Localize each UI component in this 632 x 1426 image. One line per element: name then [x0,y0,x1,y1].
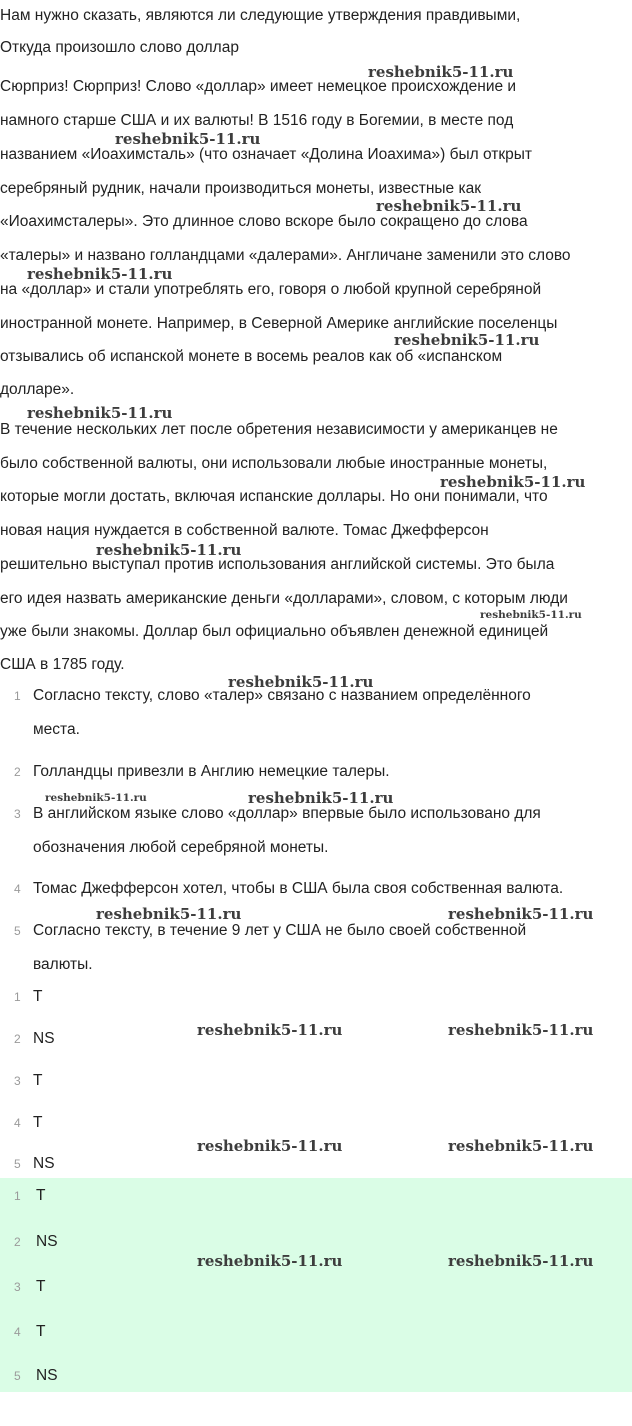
watermark: reshebnik5-11.ru [248,789,394,807]
paragraph-2-line: новая нация нуждается в собственной валюте. Томас Джефферсон [0,522,489,539]
paragraph-1-line: на «доллар» и стали употреблять его, говоря о любой крупной серебряной [0,281,542,298]
statement-text: Томас Джефферсон хотел, чтобы в США была своя собственная валюта. [33,880,564,897]
answer-number: 2 [14,1235,21,1249]
paragraph-1-line: «талеры» и названо голландцами «далерами». Англичане заменили это слово [0,247,571,264]
question-text: Нам нужно сказать, являются ли следующие утверждения правдивыми, [0,7,521,24]
paragraph-1-line: «Иоахимсталеры». Это длинное слово вскоре было сокращено до слова [0,213,528,230]
watermark: reshebnik5-11.ru [376,197,522,215]
watermark: reshebnik5-11.ru [440,473,586,491]
statement-number: 2 [14,765,21,779]
watermark: reshebnik5-11.ru [448,1252,594,1270]
statement-text: обозначения любой серебряной монеты. [33,839,329,856]
statement-text: В английском языке слово «доллар» впервые было использовано для [33,805,541,822]
paragraph-2-line: уже были знакомы. Доллар был официально объявлен денежной единицей [0,623,549,640]
answer-value: NS [36,1233,58,1250]
watermark: reshebnik5-11.ru [197,1021,343,1039]
watermark: reshebnik5-11.ru [96,541,242,559]
paragraph-1-line: иностранной монете. Например, в Северной Америке английские поселенцы [0,315,558,332]
watermark: reshebnik5-11.ru [115,130,261,148]
watermark: reshebnik5-11.ru [197,1252,343,1270]
statement-number: 1 [14,689,21,703]
watermark: reshebnik5-11.ru [45,792,147,804]
statement-text: Согласно тексту, в течение 9 лет у США не было своей собственной [33,922,527,939]
answer-number: 2 [14,1032,21,1046]
answer-value: NS [33,1155,55,1172]
answer-number: 1 [14,990,21,1004]
answer-value: T [36,1278,46,1295]
paragraph-2-line: В течение нескольких лет после обретения независимости у американцев не [0,421,558,438]
watermark: reshebnik5-11.ru [448,905,594,923]
answer-value: T [33,1114,43,1131]
statement-number: 3 [14,807,21,821]
answer-number: 1 [14,1189,21,1203]
paragraph-1-line: намного старше США и их валюты! В 1516 году в Богемии, в месте под [0,112,514,129]
watermark: reshebnik5-11.ru [27,265,173,283]
paragraph-1-line: названием «Иоахимсталь» (что означает «Долина Иоахима») был открыт [0,146,532,163]
paragraph-2-line: решительно выступал против использования английской системы. Это была [0,556,555,573]
statement-text: Согласно тексту, слово «талер» связано с названием определённого [33,687,531,704]
watermark: reshebnik5-11.ru [197,1137,343,1155]
paragraph-1-line: серебряный рудник, начали производиться монеты, известные как [0,180,482,197]
watermark: reshebnik5-11.ru [394,331,540,349]
watermark: reshebnik5-11.ru [448,1021,594,1039]
paragraph-1-line: Сюрприз! Сюрприз! Слово «доллар» имеет немецкое происхождение и [0,78,517,95]
title: Откуда произошло слово доллар [0,39,239,56]
watermark: reshebnik5-11.ru [96,905,242,923]
watermark: reshebnik5-11.ru [448,1137,594,1155]
highlighted-answers-panel [0,1178,632,1392]
paragraph-2-line: было собственной валюты, они использовали любые иностранные монеты, [0,455,548,472]
answer-value: T [33,1072,43,1089]
answer-number: 5 [14,1369,21,1383]
watermark: reshebnik5-11.ru [368,63,514,81]
paragraph-2-line: его идея назвать американские деньги «долларами», словом, с которым люди [0,590,568,607]
answer-value: T [33,988,43,1005]
statement-text: валюты. [33,956,93,973]
answer-number: 4 [14,1325,21,1339]
paragraph-2-line: которые могли достать, включая испанские доллары. Но они понимали, что [0,488,548,505]
answer-number: 4 [14,1116,21,1130]
paragraph-2-line: США в 1785 году. [0,656,125,673]
paragraph-1-line: отзывались об испанской монете в восемь реалов как об «испанском [0,348,503,365]
answer-number: 5 [14,1157,21,1171]
paragraph-1-line: долларе». [0,381,75,398]
answer-value: NS [33,1030,55,1047]
answer-value: T [36,1187,46,1204]
watermark: reshebnik5-11.ru [480,609,582,621]
statement-number: 5 [14,924,21,938]
watermark: reshebnik5-11.ru [27,404,173,422]
statement-text: Голландцы привезли в Англию немецкие талеры. [33,763,390,780]
answer-value: NS [36,1367,58,1384]
answer-value: T [36,1323,46,1340]
statement-number: 4 [14,882,21,896]
watermark: reshebnik5-11.ru [228,673,374,691]
statement-text: места. [33,721,80,738]
answer-number: 3 [14,1280,21,1294]
answer-number: 3 [14,1074,21,1088]
